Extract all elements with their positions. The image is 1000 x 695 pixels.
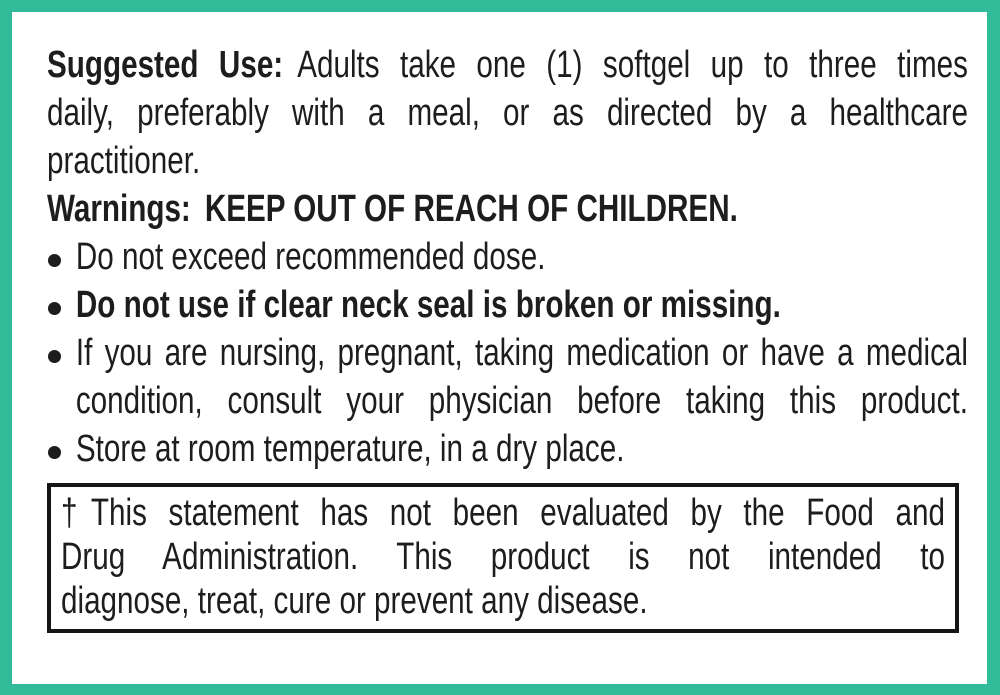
- label-content: [47, 41, 968, 633]
- warning-bullet-2-text: Do not use if clear neck seal is broken or missing.: [75, 284, 781, 326]
- suggested-use-line-2: daily, preferably with a meal, or as directed by a healthcare: [47, 92, 968, 134]
- warning-bullet-4: [47, 425, 968, 473]
- suggested-use-line-1: [47, 41, 968, 89]
- suggested-use-line-3: practitioner.: [47, 140, 201, 182]
- warning-bullet-1-text: Do not exceed recommended dose.: [75, 236, 546, 278]
- fda-disclaimer-line-3: diagnose, treat, cure or prevent any disease.: [61, 580, 648, 622]
- suggested-use-paragraph: [47, 41, 968, 185]
- warning-bullet-2: [47, 281, 968, 329]
- suggested-use-heading: Suggested Use:: [47, 44, 284, 86]
- warning-bullet-3-line-2: condition, consult your physician before taking this product.: [75, 380, 968, 422]
- warning-bullet-3-line-1: If you are nursing, pregnant, taking medication or have a medical: [75, 332, 968, 374]
- warning-bullet-1: [47, 233, 968, 281]
- warning-bullet-3: [47, 329, 968, 425]
- fda-disclaimer-line-2: Drug Administration. This product is not intended to: [61, 536, 945, 578]
- fda-disclaimer-box: [47, 483, 959, 633]
- warnings-heading: Warnings:: [47, 188, 191, 230]
- suggested-use-line-1-text: Adults take one (1) softgel up to three times: [297, 44, 968, 86]
- warning-bullet-4-text: Store at room temperature, in a dry place.: [75, 428, 625, 470]
- warnings-heading-line: [47, 185, 968, 233]
- fda-disclaimer-line-1: †This statement has not been evaluated by the Food and: [61, 492, 945, 534]
- warnings-headline: KEEP OUT OF REACH OF CHILDREN.: [204, 188, 738, 230]
